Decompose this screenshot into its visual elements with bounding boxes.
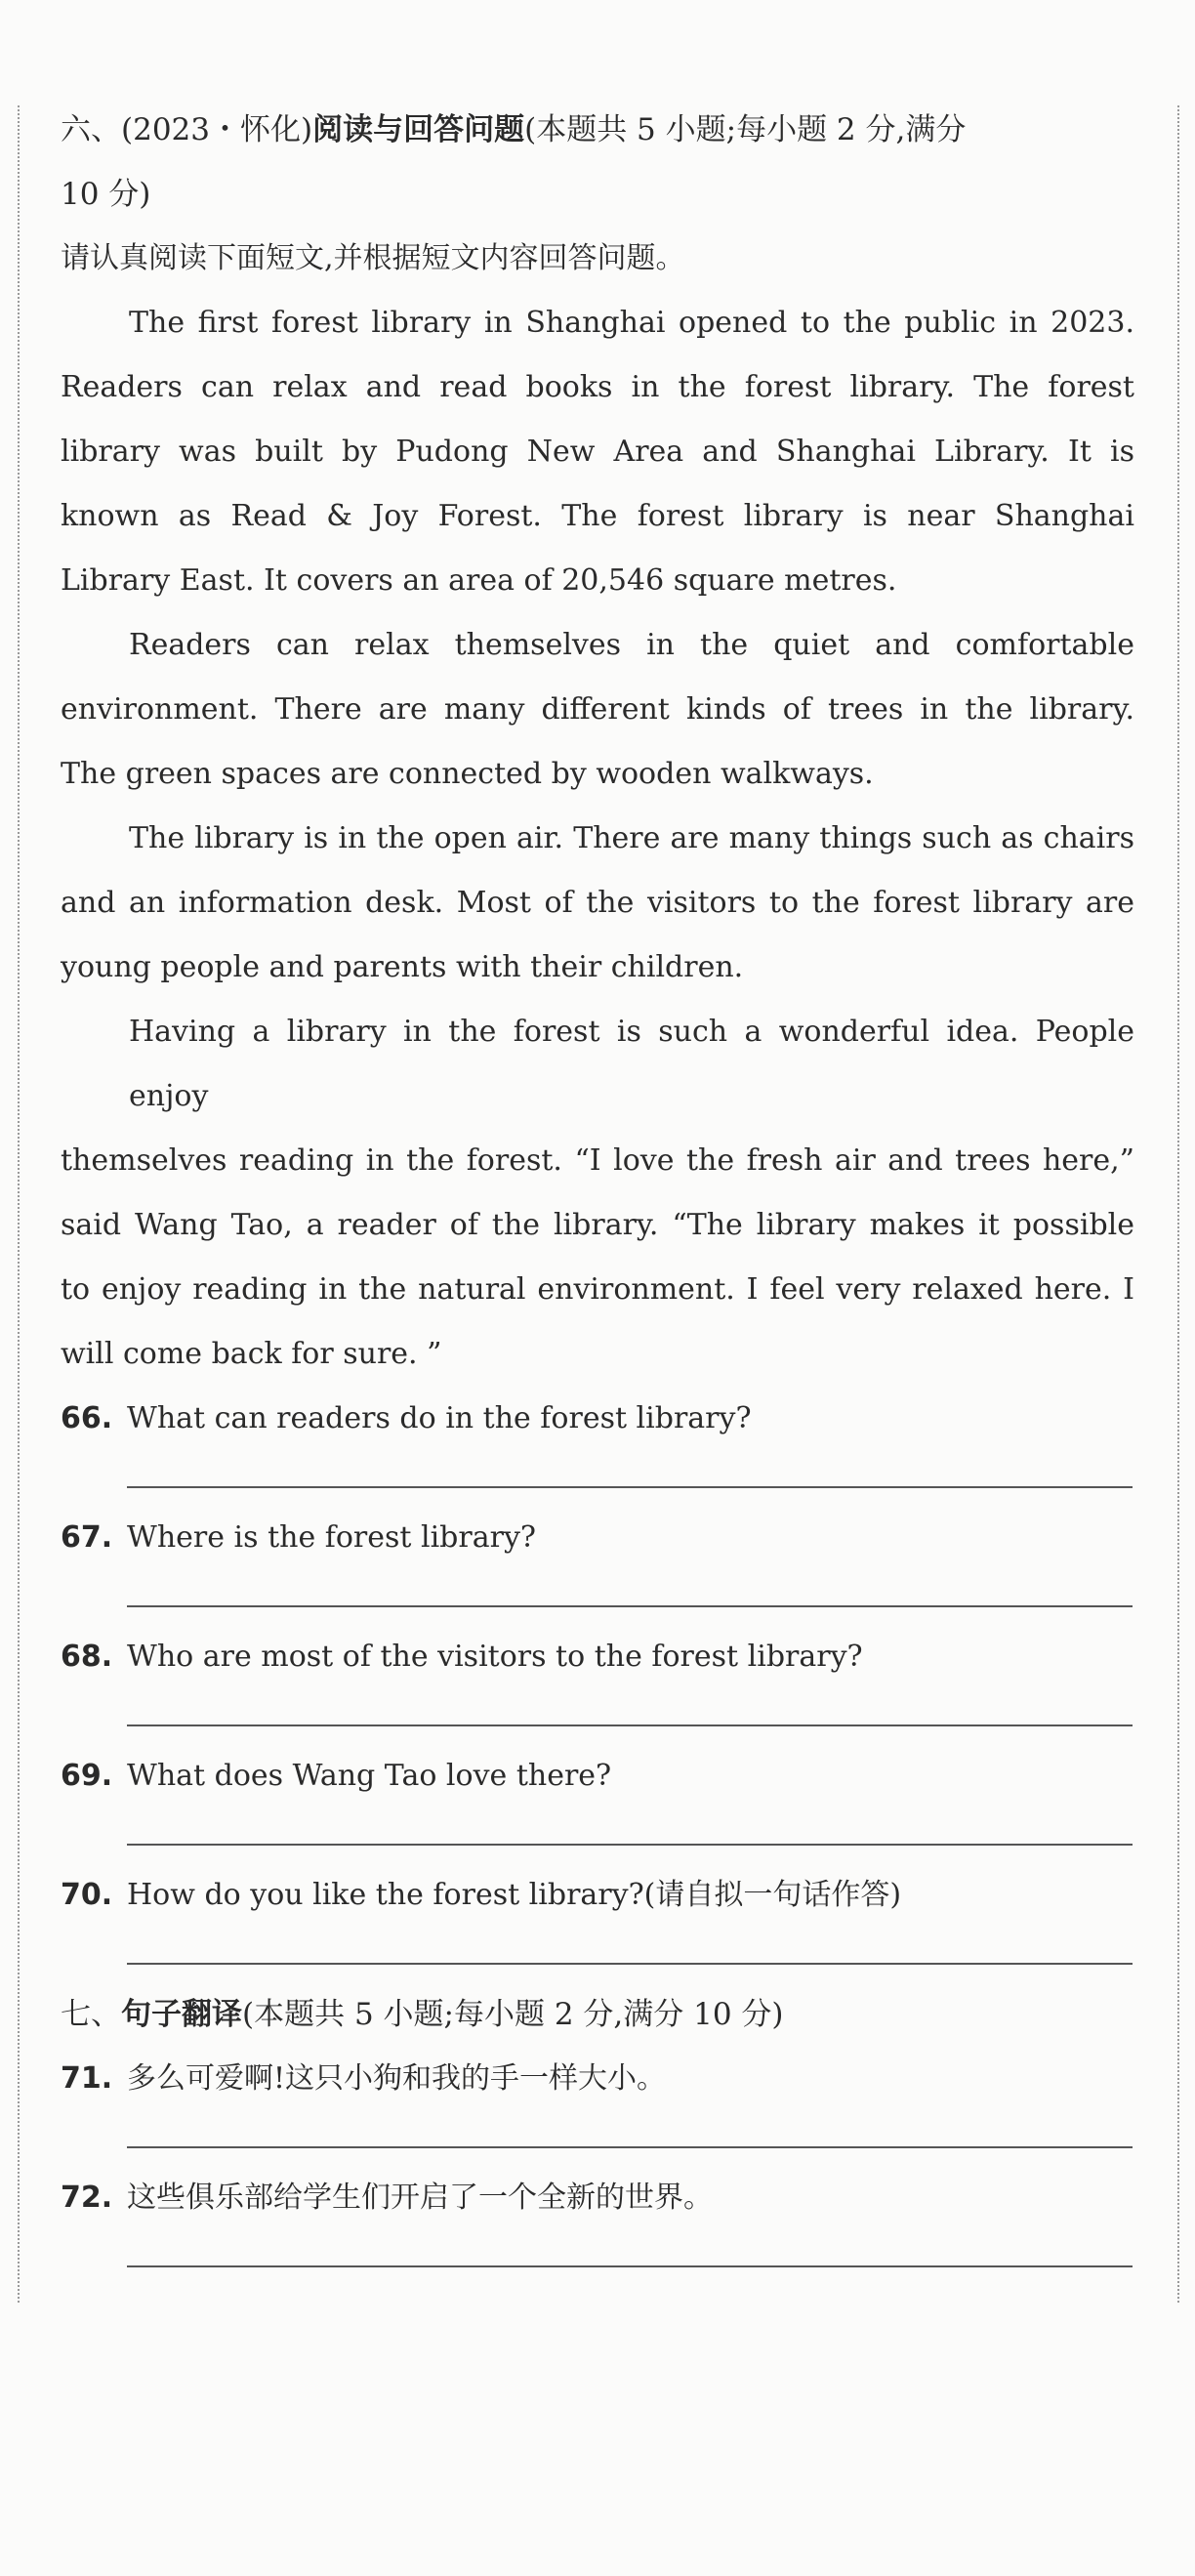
question-number: 66. <box>61 1401 113 1435</box>
question-number: 68. <box>61 1640 113 1674</box>
question-70 <box>61 1863 1134 1965</box>
section-6-heading-prefix: 六、(2023・怀化) <box>61 112 313 147</box>
question-text: How do you like the forest library?(请自拟一句话作答) <box>127 1878 902 1912</box>
right-margin-dotted-line <box>1177 105 1179 2303</box>
question-number: 71. <box>61 2061 113 2096</box>
passage-line: Having a library in the forest is such a wonderful idea. People enjoy <box>129 1015 1134 1113</box>
passage-line: library was built by Pudong New Area and Shanghai Library. It is <box>61 435 1134 469</box>
passage-line: said Wang Tao, a reader of the library. “The library makes it possible <box>61 1208 1134 1242</box>
worksheet-content <box>61 98 1134 2285</box>
paragraph-2 <box>61 613 1134 807</box>
section-6-heading <box>61 98 1134 162</box>
passage-line: young people and parents with their children. <box>61 950 744 984</box>
section-6-heading-cont: 10 分) <box>61 177 151 212</box>
question-text: What does Wang Tao love there? <box>127 1759 612 1793</box>
section-7-heading <box>61 1982 1134 2047</box>
passage-line: The first forest library in Shanghai opened to the public in 2023. <box>129 306 1134 340</box>
answer-line[interactable] <box>127 2265 1133 2267</box>
passage-line: and an information desk. Most of the visitors to the forest library are <box>61 886 1134 920</box>
passage-line: known as Read & Joy Forest. The forest library is near Shanghai <box>61 499 1134 533</box>
answer-line[interactable] <box>127 1486 1133 1488</box>
answer-line[interactable] <box>127 2146 1133 2148</box>
question-number: 67. <box>61 1520 113 1555</box>
left-margin-dotted-line <box>18 105 20 2303</box>
paragraph-4 <box>61 1000 1134 1387</box>
question-number: 69. <box>61 1759 113 1793</box>
question-68 <box>61 1625 1134 1726</box>
paragraph-3 <box>61 807 1134 1000</box>
answer-line[interactable] <box>127 1724 1133 1726</box>
question-text: What can readers do in the forest library? <box>127 1401 752 1435</box>
answer-line[interactable] <box>127 1605 1133 1607</box>
paragraph-1 <box>61 291 1134 613</box>
question-72 <box>61 2166 1134 2267</box>
passage-line: to enjoy reading in the natural environment. I feel very relaxed here. I <box>61 1272 1134 1307</box>
passage-line: will come back for sure. ” <box>61 1337 442 1371</box>
question-number: 72. <box>61 2181 113 2215</box>
section-6-heading-suffix: (本题共 5 小题;每小题 2 分,满分 <box>524 112 967 147</box>
answer-line[interactable] <box>127 1963 1133 1965</box>
passage-line: Readers can relax and read books in the forest library. The forest <box>61 370 1134 404</box>
question-text: Where is the forest library? <box>127 1520 536 1555</box>
section-6-heading-title: 阅读与回答问题 <box>312 112 525 147</box>
question-66 <box>61 1387 1134 1488</box>
passage-line: Readers can relax themselves in the quiet and comfortable <box>129 628 1134 662</box>
passage-line: The green spaces are connected by wooden walkways. <box>61 757 874 791</box>
question-71 <box>61 2047 1134 2148</box>
question-text: Who are most of the visitors to the forest library? <box>127 1640 863 1674</box>
section-7-heading-prefix: 七、 <box>61 1997 121 2032</box>
question-69 <box>61 1744 1134 1846</box>
question-text: 这些俱乐部给学生们开启了一个全新的世界。 <box>127 2181 713 2215</box>
passage-line: Library East. It covers an area of 20,546 square metres. <box>61 563 897 598</box>
section-6-instruction: 请认真阅读下面短文,并根据短文内容回答问题。 <box>61 241 685 275</box>
passage-line: The library is in the open air. There are many things such as chairs <box>129 821 1134 855</box>
passage-line: themselves reading in the forest. “I love the fresh air and trees here,” <box>61 1143 1134 1178</box>
passage-line: environment. There are many different kinds of trees in the library. <box>61 692 1134 727</box>
section-7-heading-suffix: (本题共 5 小题;每小题 2 分,满分 10 分) <box>242 1997 784 2032</box>
section-7-heading-title: 句子翻译 <box>121 1997 242 2032</box>
question-number: 70. <box>61 1878 113 1912</box>
answer-line[interactable] <box>127 1844 1133 1846</box>
passage <box>61 291 1134 1387</box>
question-text: 多么可爱啊!这只小狗和我的手一样大小。 <box>127 2061 667 2096</box>
question-67 <box>61 1506 1134 1607</box>
